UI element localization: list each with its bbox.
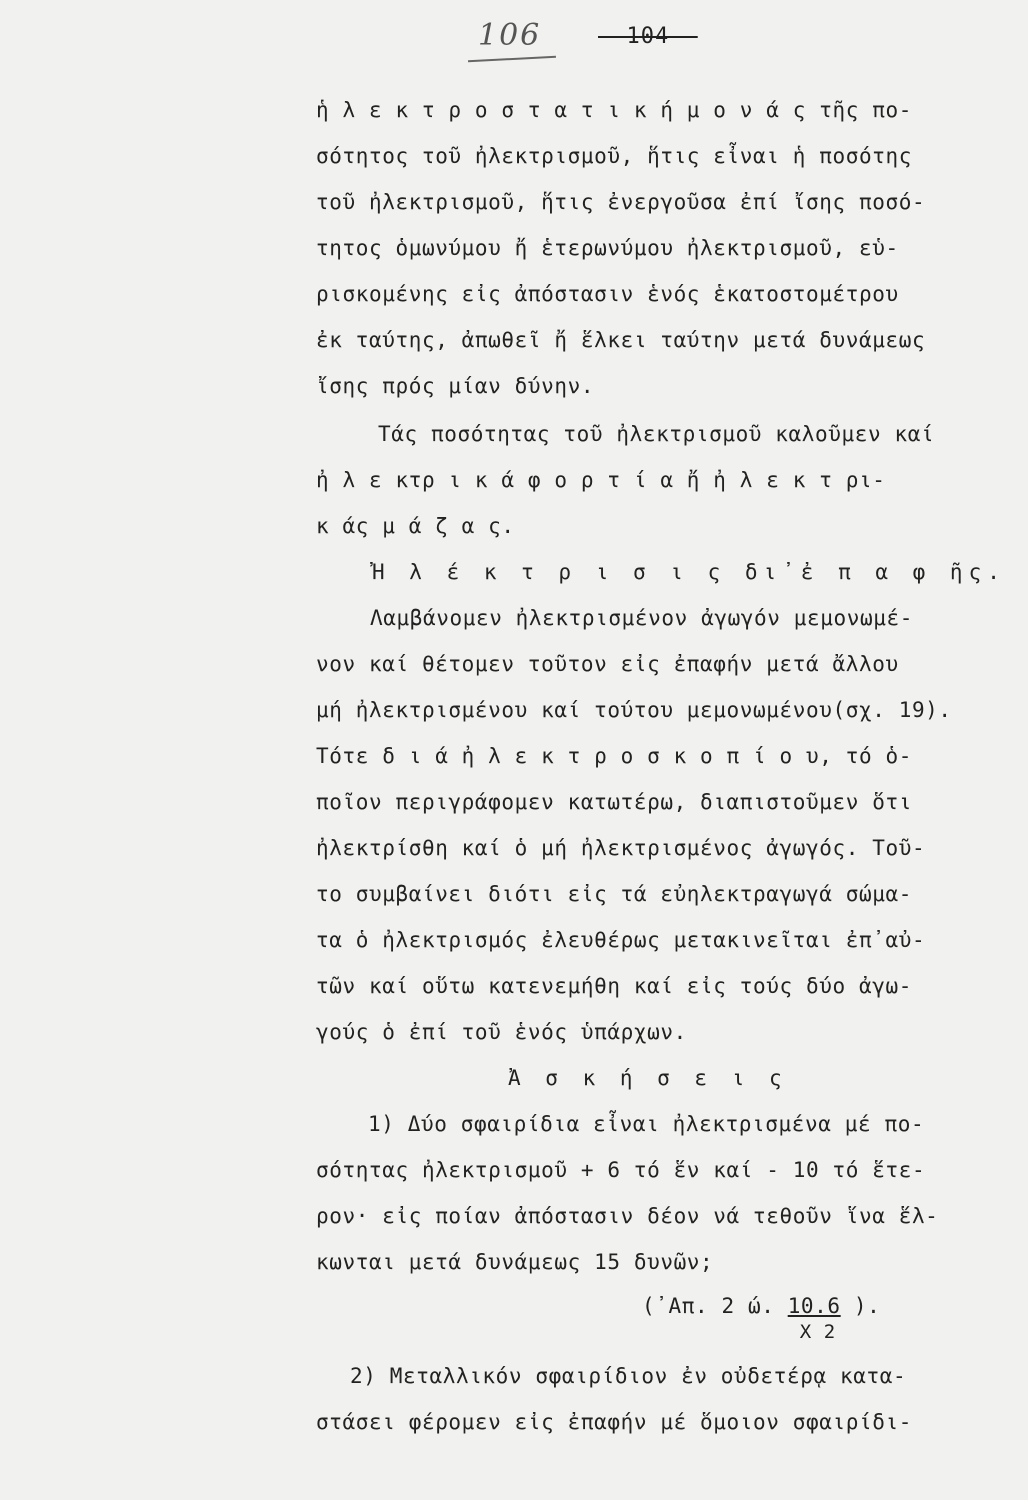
answer-denominator: X 2	[799, 1321, 836, 1343]
section-heading-exercises: Ἀ σ κ ή σ ε ι ς	[508, 1066, 788, 1090]
text-line: ἐκ ταύτης, ἀπωθεῖ ἤ ἕλκει ταύτην μετά δυνάμεως	[316, 328, 926, 352]
exercise-2: 2) Μεταλλικόν σφαιρίδιον ἐν οὐδετέρᾳ κατα-	[350, 1364, 907, 1388]
text-line: τα ὁ ἠλεκτρισμός ἐλευθέρως μετακινεῖται ἐπ᾿αὐ-	[316, 928, 926, 952]
exercise-1-answer	[642, 1292, 881, 1343]
answer-suffix: ).	[853, 1294, 881, 1318]
section-heading-contact: Ἠ λ έ κ τ ρ ι σ ι ς δι᾿ἐ π α φ ῆς.	[372, 560, 1006, 584]
text-line: ρον· εἰς ποίαν ἀπόστασιν δέον νά τεθοῦν ἵνα ἕλ-	[316, 1204, 939, 1228]
text-line: ρισκομένης εἰς ἀπόστασιν ἑνός ἑκατοστομέτρου	[316, 282, 899, 306]
exercise-1: 1) Δύο σφαιρίδια εἶναι ἠλεκτρισμένα μέ πο-	[368, 1112, 925, 1136]
text-line: ἡ λ ε κ τ ρ ο σ τ α τ ι κ ή μ ο ν ά ς τῆς πο-	[316, 98, 912, 122]
text-line: Τότε δ ι ά ἠ λ ε κ τ ρ ο σ κ ο π ί ο υ, τό ὁ-	[316, 744, 912, 768]
text-line: μή ἠλεκτρισμένου καί τούτου μεμονωμένου(σχ. 19).	[316, 698, 952, 722]
text-line: κωνται μετά δυνάμεως 15 δυνῶν;	[316, 1250, 714, 1274]
paragraph-start: Λαμβάνομεν ἠλεκτρισμένον ἀγωγόν μεμονωμέ-	[370, 606, 913, 630]
text-line: ἠλεκτρίσθη καί ὁ μή ἠλεκτρισμένος ἀγωγός. Τοῦ-	[316, 836, 926, 860]
text-line: το συμβαίνει διότι εἰς τά εὐηλεκτραγωγά σώμα-	[316, 882, 912, 906]
paragraph-start: Τάς ποσότητας τοῦ ἠλεκτρισμοῦ καλοῦμεν καί	[378, 422, 935, 446]
text-line: γούς ὁ ἐπί τοῦ ἑνός ὑπάρχων.	[316, 1020, 687, 1044]
text-line: στάσει φέρομεν εἰς ἐπαφήν μέ ὅμοιον σφαιρίδι-	[316, 1410, 912, 1434]
answer-fraction	[787, 1292, 841, 1343]
typed-page-number	[598, 24, 698, 49]
text-line: νον καί θέτομεν τοῦτον εἰς ἐπαφήν μετά ἄλλου	[316, 652, 899, 676]
answer-numerator: 10.6	[787, 1294, 841, 1318]
typed-page-number-text: - 104 -	[598, 24, 698, 49]
text-line: ἠ λ ε κτρ ι κ ά φ ο ρ τ ί α ἤ ἠ λ ε κ τ ρι-	[316, 468, 886, 492]
answer-prefix: (᾿Απ. 2 ώ.	[642, 1294, 775, 1318]
text-line: κ άς μ ά ζ α ς.	[316, 514, 515, 538]
handwritten-page-number: 106	[478, 18, 542, 53]
text-line: τοῦ ἠλεκτρισμοῦ, ἥτις ἐνεργοῦσα ἐπί ἴσης ποσό-	[316, 190, 926, 214]
text-line: τητος ὁμωνύμου ἤ ἑτερωνύμου ἠλεκτρισμοῦ, εὑ-	[316, 236, 899, 260]
text-line: ποῖον περιγράφομεν κατωτέρω, διαπιστοῦμεν ὅτι	[316, 790, 912, 814]
text-line: σότητος τοῦ ἠλεκτρισμοῦ, ἥτις εἶναι ἡ ποσότης	[316, 144, 912, 168]
text-line: σότητας ἠλεκτρισμοῦ + 6 τό ἕν καί - 10 τό ἕτε-	[316, 1158, 926, 1182]
text-line: τῶν καί οὕτω κατενεμήθη καί εἰς τούς δύο ἀγω-	[316, 974, 912, 998]
text-line: ἴσης πρός μίαν δύνην.	[316, 374, 595, 398]
handwritten-underline	[468, 56, 556, 63]
